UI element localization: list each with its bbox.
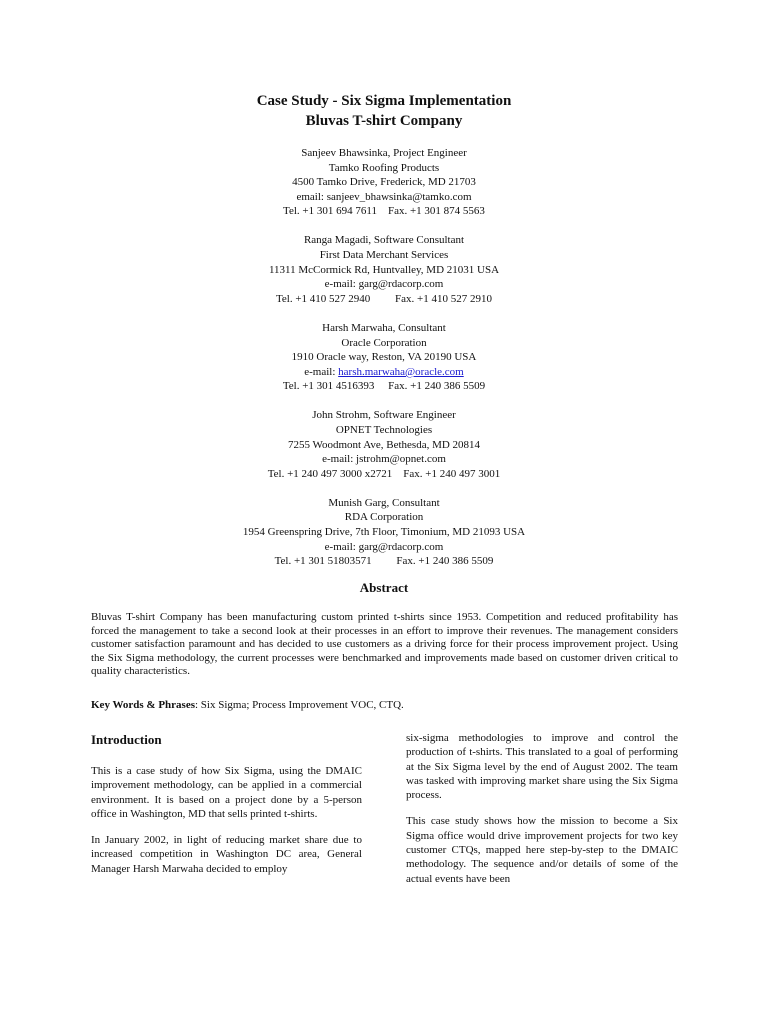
keywords-line: [91, 698, 678, 712]
author-phone-fax: Tel. +1 240 497 3000 x2721 Fax. +1 240 497 3001: [267, 467, 501, 480]
author-phone-fax: Tel. +1 301 51803571 Fax. +1 240 386 5509: [274, 555, 494, 568]
author-email: garg@rdacorp.com: [358, 540, 444, 553]
abstract-body: Bluvas T-shirt Company has been manufacturing custom printed t-shirts since 1953. Competition and reduced profitability has forced the management to take a second look at their processes in an effort to improve their revenues. The management considers customer satisfaction paramount and has decided to use customers as a driving force for their process improvement project. Using the Six Sigma methodology, the current processes were benchmarked and improvements made based on customer driven critical to quality characteristics.: [91, 611, 678, 677]
author-phone-fax: Tel. +1 301 694 7611 Fax. +1 301 874 5563: [283, 205, 485, 218]
left-column: [91, 764, 362, 888]
author-name-role: John Strohm, Software Engineer: [312, 409, 456, 422]
author-email-prefix: e-mail:: [324, 278, 359, 291]
author-phone-fax: Tel. +1 410 527 2940 Fax. +1 410 527 2910: [275, 292, 493, 305]
author-address: 11311 McCormick Rd, Huntvalley, MD 21031 USA: [268, 263, 500, 276]
author-name-role: Harsh Marwaha, Consultant: [322, 321, 446, 334]
author-email-prefix: e-mail:: [322, 453, 357, 466]
author-organization: Oracle Corporation: [341, 336, 427, 349]
author-organization: Tamko Roofing Products: [328, 161, 440, 174]
author-email-line: [0, 277, 768, 292]
author-email-link[interactable]: harsh.marwaha@oracle.com: [338, 365, 464, 378]
author-email-line: [0, 190, 768, 205]
body-paragraph: This is a case study of how Six Sigma, using the DMAIC improvement methodology, can be applied in a commercial environment. It is based on a project done by a 5-person office in Washington, MD that sells printed t-shirts.: [91, 765, 362, 820]
author-address: 7255 Woodmont Ave, Bethesda, MD 20814: [287, 438, 481, 451]
body-paragraph: This case study shows how the mission to become a Six Sigma office would drive improvement projects for two key customer CTQs, mapped here step-by-step to the DMAIC methodology. The sequence and/or details of some of the actual events have been: [406, 815, 678, 885]
author-address: 4500 Tamko Drive, Frederick, MD 21703: [292, 176, 476, 189]
author-email: jstrohm@opnet.com: [356, 453, 446, 466]
author-phone-fax: Tel. +1 301 4516393 Fax. +1 240 386 5509: [282, 380, 486, 393]
body-paragraph: six-sigma methodologies to improve and control the production of t-shirts. This translated to a goal of performing at the Six Sigma level by the end of August 2002. The team was tasked with improving market share using the Six Sigma process.: [406, 732, 678, 802]
author-email-prefix: e-mail:: [324, 540, 359, 553]
author-block: [0, 146, 768, 219]
author-address: 1954 Greenspring Drive, 7th Floor, Timonium, MD 21093 USA: [242, 526, 526, 539]
author-block: [0, 233, 768, 306]
author-email-line: [0, 540, 768, 555]
author-email: sanjeev_bhawsinka@tamko.com: [326, 190, 472, 203]
author-email-prefix: e-mail:: [304, 365, 339, 378]
author-block: [0, 321, 768, 394]
author-organization: OPNET Technologies: [335, 424, 433, 436]
introduction-heading: Introduction: [91, 732, 162, 747]
author-block: [0, 496, 768, 569]
author-email-line: [0, 365, 768, 380]
author-address: 1910 Oracle way, Reston, VA 20190 USA: [291, 351, 477, 364]
keywords-label: Key Words & Phrases: [91, 699, 195, 711]
author-email-line: [0, 452, 768, 467]
paper-title: Case Study - Six Sigma Implementation: [256, 93, 512, 109]
keywords-text: : Six Sigma; Process Improvement VOC, CTQ.: [195, 699, 404, 711]
author-organization: RDA Corporation: [344, 511, 424, 524]
author-block: [0, 408, 768, 481]
paper-subtitle: Bluvas T-shirt Company: [305, 113, 463, 129]
author-name-role: Sanjeev Bhawsinka, Project Engineer: [301, 147, 467, 159]
right-column: [406, 731, 678, 898]
author-name-role: Ranga Magadi, Software Consultant: [303, 234, 465, 247]
abstract-heading: Abstract: [359, 580, 409, 595]
author-organization: First Data Merchant Services: [319, 249, 449, 262]
author-email-prefix: email:: [296, 190, 327, 203]
author-email: garg@rdacorp.com: [358, 278, 444, 291]
author-list: [0, 146, 768, 583]
body-paragraph: In January 2002, in light of reducing market share due to increased competition in Washington DC area, General Manager Harsh Marwaha decided to employ: [91, 834, 362, 875]
author-name-role: Munish Garg, Consultant: [328, 496, 440, 509]
